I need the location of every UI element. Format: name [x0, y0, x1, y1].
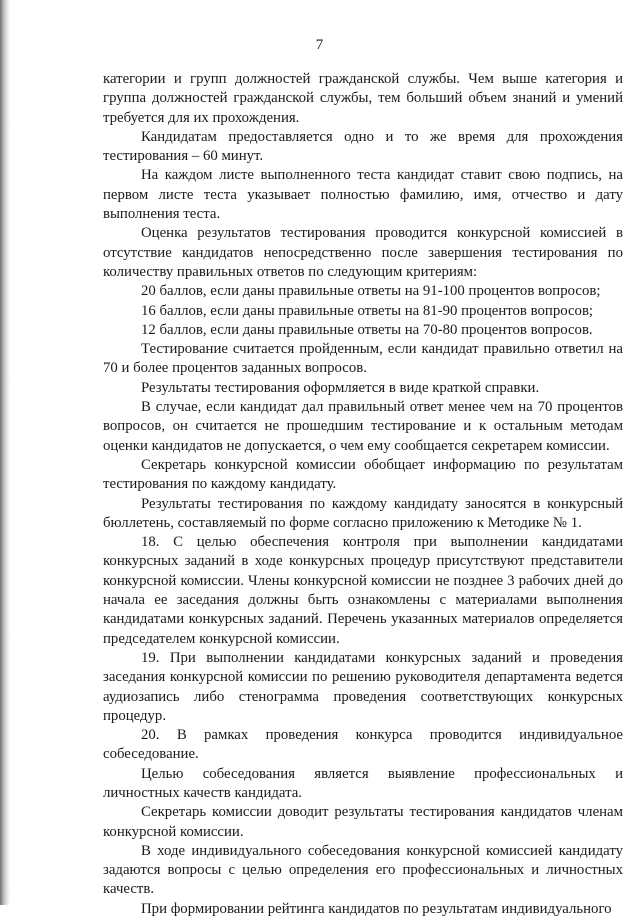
- paragraph: Результаты тестирования по каждому кандидату заносятся в конкурсный бюллетень, составляемый по форме согласно приложению к Методике № 1.: [103, 495, 623, 531]
- paragraph: 16 баллов, если даны правильные ответы на 81-90 процентов вопросов;: [141, 302, 594, 319]
- paragraph: 18. С целью обеспечения контроля при выполнении кандидатами конкурсных заданий в ходе конкурсных процедур присутствуют представители конкурсной комиссии. Члены конкурсной комиссии не позднее 3 рабочих дней до начала ее заседания должны быть ознакомлены с материалами выполнения кандидатами конкурсных заданий. Перечень указанных материалов определяется председателем конкурсной комиссии.: [103, 534, 623, 647]
- page-number: 7: [315, 37, 324, 53]
- paragraph: 20 баллов, если даны правильные ответы на 91-100 процентов вопросов;: [141, 283, 601, 300]
- paragraph: Результаты тестирования оформляется в виде краткой справки.: [141, 379, 540, 396]
- paragraph: 20. В рамках проведения конкурса проводится индивидуальное собеседование.: [103, 727, 623, 763]
- paragraph: 12 баллов, если даны правильные ответы на 70-80 процентов вопросов.: [141, 321, 593, 338]
- paragraph: Целью собеседования является выявление профессиональных и личностных качеств кандидата.: [103, 765, 623, 801]
- scan-edge-shadow: [0, 0, 10, 905]
- paragraph: Оценка результатов тестирования проводится конкурсной комиссией в отсутствие кандидатов непосредственно после завершения тестирования по количеству правильных ответов по следующим критериям:: [103, 225, 623, 280]
- paragraph: Секретарь конкурсной комиссии обобщает информацию по результатам тестирования по каждому кандидату.: [103, 456, 623, 493]
- paragraph: Секретарь комиссии доводит результаты тестирования кандидатов членам конкурсной комиссии.: [103, 804, 623, 840]
- paragraph: В ходе индивидуального собеседования конкурсной комиссией кандидату задаются вопросы с целью определения его профессиональных и личностных качеств.: [103, 842, 623, 898]
- paragraph: Тестирование считается пройденным, если кандидат правильно ответил на 70 и более процентов заданных вопросов.: [103, 341, 623, 377]
- document-body: [103, 70, 623, 919]
- paragraph: При формировании рейтинга кандидатов по результатам индивидуального: [141, 900, 612, 917]
- paragraph: На каждом листе выполненного теста кандидат ставит свою подпись, на первом листе теста указывает полностью фамилию, имя, отчество и дату выполнения теста.: [103, 167, 623, 223]
- paragraph: В случае, если кандидат дал правильный ответ менее чем на 70 процентов вопросов, он считается не прошедшим тестирование и к остальным методам оценки кандидатов не допускается, о чем ему сообщается секретарем комиссии.: [103, 399, 623, 454]
- paragraph: 19. При выполнении кандидатами конкурсных заданий и проведения заседания конкурсной комиссии по решению руководителя департамента ведется аудиозапись либо стенограмма проведения соответствующих конкурсных процедур.: [103, 649, 623, 724]
- paragraph: категории и групп должностей гражданской службы. Чем выше категория и группа должностей гражданской службы, тем больший объем знаний и умений требуется для их прохождения.: [103, 71, 623, 126]
- paragraph: Кандидатам предоставляется одно и то же время для прохождения тестирования – 60 минут.: [103, 128, 623, 165]
